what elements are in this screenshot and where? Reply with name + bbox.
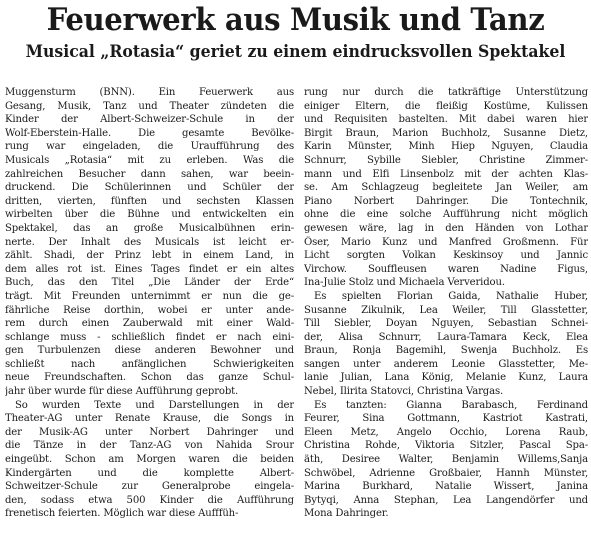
- article-line: zählt. Shadi, der Prinz lebt in einem Land, in: [5, 250, 294, 262]
- article-line: rung war eingeladen, die Uraufführung des: [5, 141, 294, 153]
- article-line: eingeübt. Schon am Morgen waren die beiden: [5, 454, 294, 466]
- article-line: Feurer, Sina Gottmann, Kastriot Kastrati,: [304, 413, 588, 425]
- article-line: der, Alisa Schnurr, Laura-Tamara Keck, Elea: [304, 331, 588, 343]
- article-line: Susanne Zikulnik, Lea Weiler, Till Glasstetter,: [304, 304, 588, 316]
- article-line: dem alles rot ist. Eines Tages findet er ein altes: [5, 263, 294, 275]
- article-line: sangen unter anderem Leonie Glasstetter, Me-: [304, 358, 588, 370]
- article-line: äth, Desiree Walter, Benjamin Willems,Sanja: [304, 454, 588, 466]
- article-line: Marina Burkhard, Natalie Wissert, Janina: [304, 481, 588, 493]
- article-line: Till Siebler, Doyan Nguyen, Sebastian Schnei-: [304, 318, 588, 330]
- article-line: Öser, Mario Kunz und Manfred Großmenn. Für: [304, 236, 588, 248]
- article-line: Kindergärten und die komplette Albert-: [5, 467, 294, 479]
- article-line: Theater-AG unter Renate Krause, die Songs in: [5, 413, 294, 425]
- article-line: ohne die eine solche Aufführung nicht möglich: [304, 209, 588, 221]
- article-line: der Musik-AG unter Norbert Dahringer und: [5, 426, 294, 438]
- article-line: Spektakel, das an große Musicalbühnen erin-: [5, 222, 294, 234]
- article-line: Bytyqi, Anna Stephan, Lea Langendörfer und: [304, 494, 588, 506]
- article-line: Ina-Julie Stolz und Michaela Ververidou.: [304, 277, 505, 289]
- article-line: Schweitzer-Schule zur Generalprobe eingela-: [5, 481, 294, 493]
- article-column-right: [304, 86, 588, 521]
- article-line: Virchow. Souffleusen waren Nadine Figus,: [304, 263, 588, 275]
- article-line: Karin Münster, Minh Hiep Nguyen, Claudia: [304, 141, 588, 153]
- article-line: trägt. Mit Freunden unternimmt er nun die ge-: [5, 290, 294, 302]
- article-line: die Tänze in der Tanz-AG von Nahida Srour: [5, 440, 294, 452]
- article-line: einiger Eltern, die fleißig Kostüme, Kulissen: [304, 100, 588, 112]
- article-line: jahr über wurde für diese Aufführung geprobt.: [5, 386, 239, 398]
- article-line: So wurden Texte und Darstellungen in der: [15, 399, 294, 411]
- article-line: wirbelten über die Bühne und entwickelten ein: [5, 209, 294, 221]
- article-line: Gesang, Musik, Tanz und Theater zündeten die: [5, 100, 294, 112]
- article-line: druckend. Die Schülerinnen und Schüler der: [5, 182, 294, 194]
- article-line: Mona Dahringer.: [304, 508, 389, 520]
- article-line: und Requisiten bastelten. Mit dabei waren hier: [304, 114, 588, 126]
- article-line: neue Freundschaften. Schon das ganze Schul-: [5, 372, 294, 384]
- article-line: se. Am Schlagzeug begleitete Jan Weiler, am: [304, 182, 588, 194]
- article-line: schlange muss - schließlich findet er nach eini-: [5, 331, 294, 343]
- article-line: schließt nach anfänglichen Schwierigkeiten: [5, 358, 294, 370]
- article-line: gen Turbulenzen diese anderen Bewohner und: [5, 345, 294, 357]
- article-line: Es spielten Florian Gaida, Nathalie Huber,: [314, 290, 588, 302]
- article-line: dritten, vierten, fünften und sechsten Klassen: [5, 195, 294, 207]
- article-line: fährliche Reise dorthin, wobei er unter ande-: [5, 304, 294, 316]
- article-line: Braun, Ronja Bagemihl, Swenja Buchholz. Es: [304, 345, 588, 357]
- article-line: Christina Rohde, Viktoria Sitzler, Pascal Spa-: [304, 440, 588, 452]
- article-line: Wolf-Eberstein-Halle. Die gesamte Bevölke-: [5, 127, 294, 139]
- article-line: lanie Julian, Lana König, Melanie Kunz, Laura: [304, 372, 588, 384]
- article-line: gewesen wäre, lag in den Händen von Lothar: [304, 222, 588, 234]
- article-line: Piano Norbert Dahringer. Die Tontechnik,: [304, 195, 588, 207]
- article-line: Schwöbel, Adrienne Großbaier, Hannh Münster,: [304, 467, 588, 479]
- article-line: Licht sorgten Volkan Keskinsoy und Jannic: [304, 250, 588, 262]
- article-line: Eleen Metz, Angelo Occhio, Lorena Raub,: [304, 426, 588, 438]
- article-line: nerte. Der Inhalt des Musicals ist leicht er-: [5, 236, 294, 248]
- article-line: den, sodass etwa 500 Kinder die Aufführung: [5, 494, 294, 506]
- article-subheadline: Musical „Rotasia“ geriet zu einem eindrucksvollen Spektakel: [25, 42, 566, 61]
- article-line: rung nur durch die tatkräftige Unterstützung: [304, 87, 588, 98]
- article-line: Schnurr, Sybille Siebler, Christine Zimmer-: [304, 154, 588, 166]
- article-line: zahlreichen Besucher dann sahen, war beein-: [5, 168, 294, 180]
- article-line: rem durch einen Zauberwald mit einer Wald-: [5, 318, 294, 330]
- article-line: Kinder der Albert-Schweizer-Schule in der: [5, 114, 294, 126]
- article-line: Es tanzten: Gianna Barabasch, Ferdinand: [314, 399, 588, 411]
- article-line: Muggensturm (BNN). Ein Feuerwerk aus: [5, 87, 294, 98]
- article-line: frenetisch feierten. Möglich war diese Aufffüh-: [5, 508, 239, 520]
- article-line: Birgit Braun, Marion Buchholz, Susanne Dietz,: [304, 127, 588, 139]
- article-column-left: [5, 86, 294, 521]
- article-line: Musicals „Rotasia“ mit zu erleben. Was die: [5, 154, 294, 166]
- article-line: Nebel, Ilirita Statovci, Christina Vargas.: [304, 386, 504, 398]
- article-line: mann und Elfi Linsenbolz mit der achten Klas-: [304, 168, 588, 180]
- article-line: Buch, das den Titel „Die Länder der Erde“: [5, 277, 294, 289]
- article-headline: Feuerwerk aus Musik und Tanz: [46, 2, 545, 38]
